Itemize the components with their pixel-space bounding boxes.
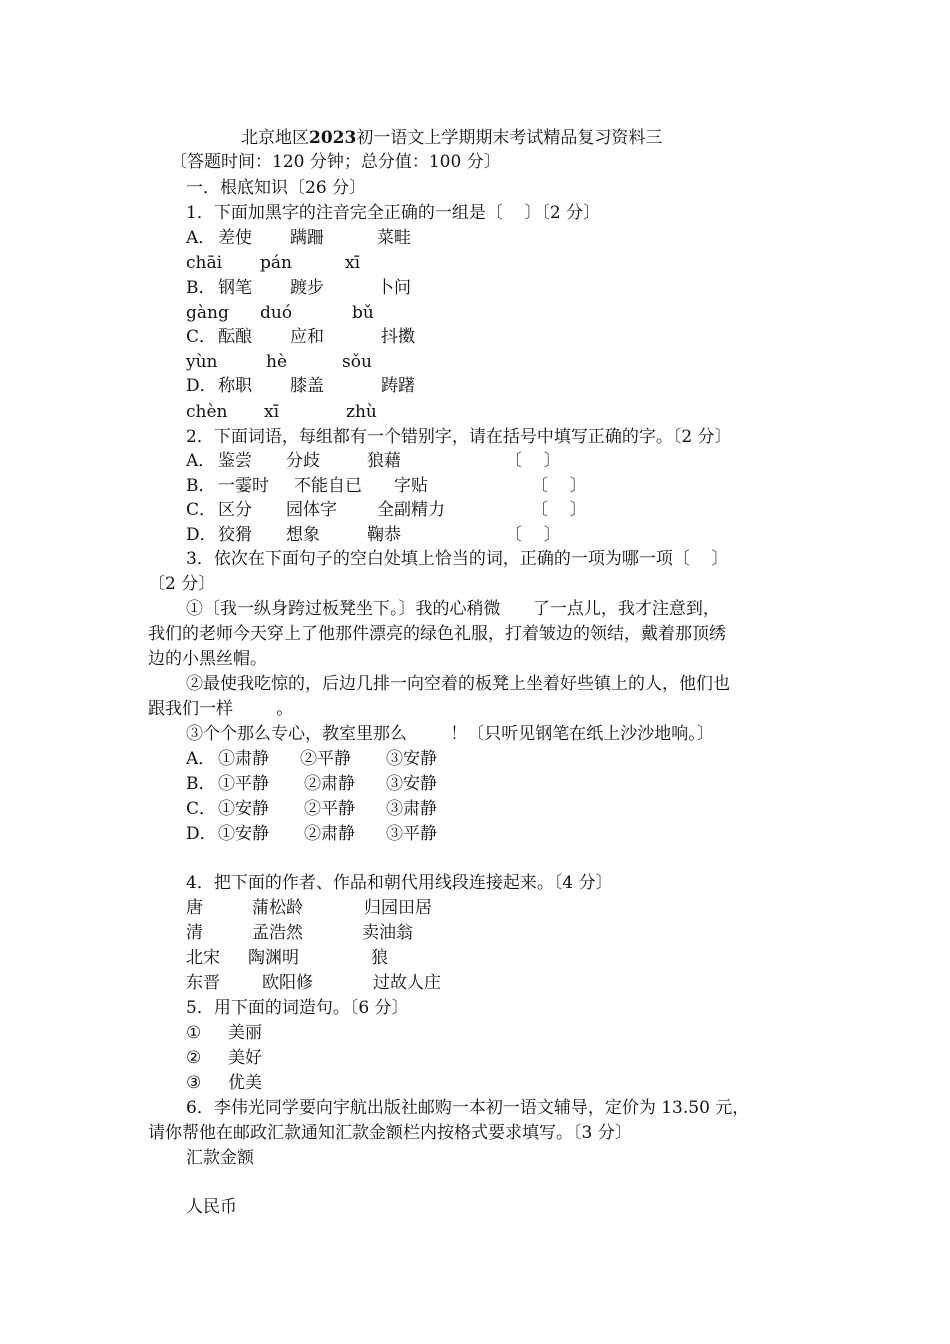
title-suffix: 初一语文上学期期末考试精品复习资料三 (356, 128, 663, 148)
q3-option-choice: ①肃静 (218, 749, 269, 769)
q2-option-word: 狡猾 (218, 525, 252, 545)
q1-option-word: 差使 (218, 228, 252, 248)
q5-item-number: ② (186, 1048, 202, 1068)
q2-option-word: 狼藉 (367, 451, 401, 471)
q4-author: 孟浩然 (252, 923, 303, 943)
q4-author: 陶渊明 (248, 948, 299, 968)
q4-work: 归园田居 (364, 898, 432, 918)
question-3-stem: 3．依次在下面句子的空白处填上恰当的词，正确的一项为哪一项〔 〕 (186, 549, 729, 569)
q1-option-word: 称职 (218, 376, 252, 396)
q3-option-choice: ②肃静 (304, 824, 355, 844)
q2-option-word: 字贴 (394, 476, 428, 496)
q2-option-word: 一霎时 (218, 476, 269, 496)
q3-sentence-2-end: 跟我们一样 。 (148, 699, 294, 719)
q3-option-choice: ③安静 (386, 749, 437, 769)
q3-option-letter: A． (186, 749, 216, 769)
q1-option-word: 应和 (290, 327, 324, 347)
q3-sentence-3: ③个个那么专心，教室里那么 ！〔只听见钢笔在纸上沙沙地响。〕 (186, 724, 714, 744)
q2-option-word: 想象 (286, 525, 320, 545)
q3-sentence-1-end: 边的小黑丝帽。 (148, 649, 267, 669)
section-heading: 一．根底知识〔26 分〕 (186, 178, 367, 198)
q3-option-letter: B． (186, 774, 216, 794)
question-6-stem-cont: 请你帮他在邮政汇款通知汇款金额栏内按格式要求填写。〔3 分〕 (148, 1123, 632, 1143)
q1-pinyin: gàng (186, 303, 229, 323)
q3-option-choice: ③肃静 (386, 799, 437, 819)
q1-pinyin: zhù (346, 402, 377, 422)
q2-answer-blank[interactable]: 〔 〕 (531, 500, 587, 520)
q1-pinyin: sǒu (342, 352, 372, 372)
q2-option-word: 不能自已 (294, 476, 362, 496)
q3-sentence-1-cont: 我们的老师今天穿上了他那件漂亮的绿色礼服，打着皱边的领结，戴着那顶绣 (148, 624, 726, 644)
q2-option-word: 园体字 (286, 500, 337, 520)
remittance-amount-label: 汇款金额 (186, 1148, 254, 1168)
q1-option-word: 菜畦 (377, 228, 411, 248)
q5-item-word: 美好 (228, 1048, 262, 1068)
title-prefix: 北京地区 (241, 128, 309, 148)
q3-option-letter: C． (186, 799, 217, 819)
question-2-stem: 2．下面词语，每组都有一个错别字，请在括号中填写正确的字。〔2 分〕 (186, 427, 732, 447)
q2-option-letter: C． (186, 500, 217, 520)
q2-option-word: 全副精力 (377, 500, 445, 520)
q3-option-choice: ①安静 (218, 799, 269, 819)
q1-option-word: 膝盖 (290, 376, 324, 396)
q1-pinyin: yùn (186, 352, 218, 372)
q4-author: 欧阳修 (262, 973, 313, 993)
q3-sentence-1: ①〔我一纵身跨过板凳坐下。〕我的心稍微 了一点儿，我才注意到， (186, 599, 720, 619)
q1-option-letter: B． (186, 278, 216, 298)
q3-option-choice: ②平静 (304, 799, 355, 819)
q3-option-choice: ①安静 (218, 824, 269, 844)
q1-option-word: 踱步 (290, 278, 324, 298)
q1-pinyin: pán (260, 253, 292, 273)
q2-option-letter: B． (186, 476, 216, 496)
exam-meta: 〔答题时间：120 分钟；总分值：100 分〕 (170, 152, 501, 172)
q4-work: 卖油翁 (362, 923, 413, 943)
q1-option-letter: C． (186, 327, 217, 347)
q4-dynasty: 北宋 (186, 948, 220, 968)
q1-option-letter: A． (186, 228, 216, 248)
q2-option-letter: D． (186, 525, 217, 545)
q3-option-choice: ③安静 (386, 774, 437, 794)
q3-option-choice: ②平静 (300, 749, 351, 769)
q1-option-word: 卜问 (377, 278, 411, 298)
q2-option-word: 鉴尝 (218, 451, 252, 471)
currency-label: 人民币 (186, 1197, 237, 1217)
q2-option-letter: A． (186, 451, 216, 471)
q3-option-choice: ①平静 (218, 774, 269, 794)
q2-answer-blank[interactable]: 〔 〕 (531, 476, 587, 496)
question-4-stem: 4．把下面的作者、作品和朝代用线段连接起来。〔4 分〕 (186, 873, 613, 893)
q2-option-word: 分歧 (286, 451, 320, 471)
q1-pinyin: xī (345, 253, 361, 273)
q4-dynasty: 东晋 (186, 973, 220, 993)
q2-answer-blank[interactable]: 〔 〕 (505, 451, 561, 471)
q1-option-word: 抖擞 (381, 327, 415, 347)
q2-answer-blank[interactable]: 〔 〕 (505, 525, 561, 545)
question-5-stem: 5．用下面的词造句。〔6 分〕 (186, 998, 409, 1018)
q5-item-word: 优美 (228, 1073, 262, 1093)
question-6-stem: 6．李伟光同学要向宇航出版社邮购一本初一语文辅导，定价为 13.50 元， (186, 1098, 750, 1118)
q1-option-letter: D． (186, 376, 217, 396)
q3-option-letter: D． (186, 824, 217, 844)
q1-option-word: 酝酿 (218, 327, 252, 347)
q1-pinyin: bǔ (352, 303, 374, 323)
q1-pinyin: duó (260, 303, 293, 323)
q1-pinyin: xī (264, 402, 280, 422)
q3-option-choice: ②肃静 (304, 774, 355, 794)
q1-option-word: 踌躇 (381, 376, 415, 396)
q5-item-number: ① (186, 1023, 202, 1043)
q2-option-word: 鞠恭 (367, 525, 401, 545)
q4-author: 蒲松龄 (252, 898, 303, 918)
q5-item-number: ③ (186, 1073, 202, 1093)
document-title (241, 126, 662, 150)
question-3-points: 〔2 分〕 (148, 574, 216, 594)
q1-pinyin: chāi (186, 253, 223, 273)
q5-item-word: 美丽 (228, 1023, 262, 1043)
q3-sentence-2: ②最使我吃惊的，后边几排一向空着的板凳上坐着好些镇上的人，他们也 (186, 674, 730, 694)
q2-option-word: 区分 (218, 500, 252, 520)
q4-work: 过故人庄 (373, 973, 441, 993)
q4-work: 狼 (371, 948, 388, 968)
q1-option-word: 钢笔 (218, 278, 252, 298)
q1-pinyin: hè (266, 352, 288, 372)
q4-dynasty: 唐 (186, 898, 203, 918)
q4-dynasty: 清 (186, 923, 203, 943)
title-year: 2023 (309, 128, 357, 148)
q1-pinyin: chèn (186, 402, 228, 422)
q3-option-choice: ③平静 (386, 824, 437, 844)
q1-option-word: 蹒跚 (290, 228, 324, 248)
question-1-stem: 1．下面加黑字的注音完全正确的一组是〔 〕〔2 分〕 (186, 203, 601, 223)
